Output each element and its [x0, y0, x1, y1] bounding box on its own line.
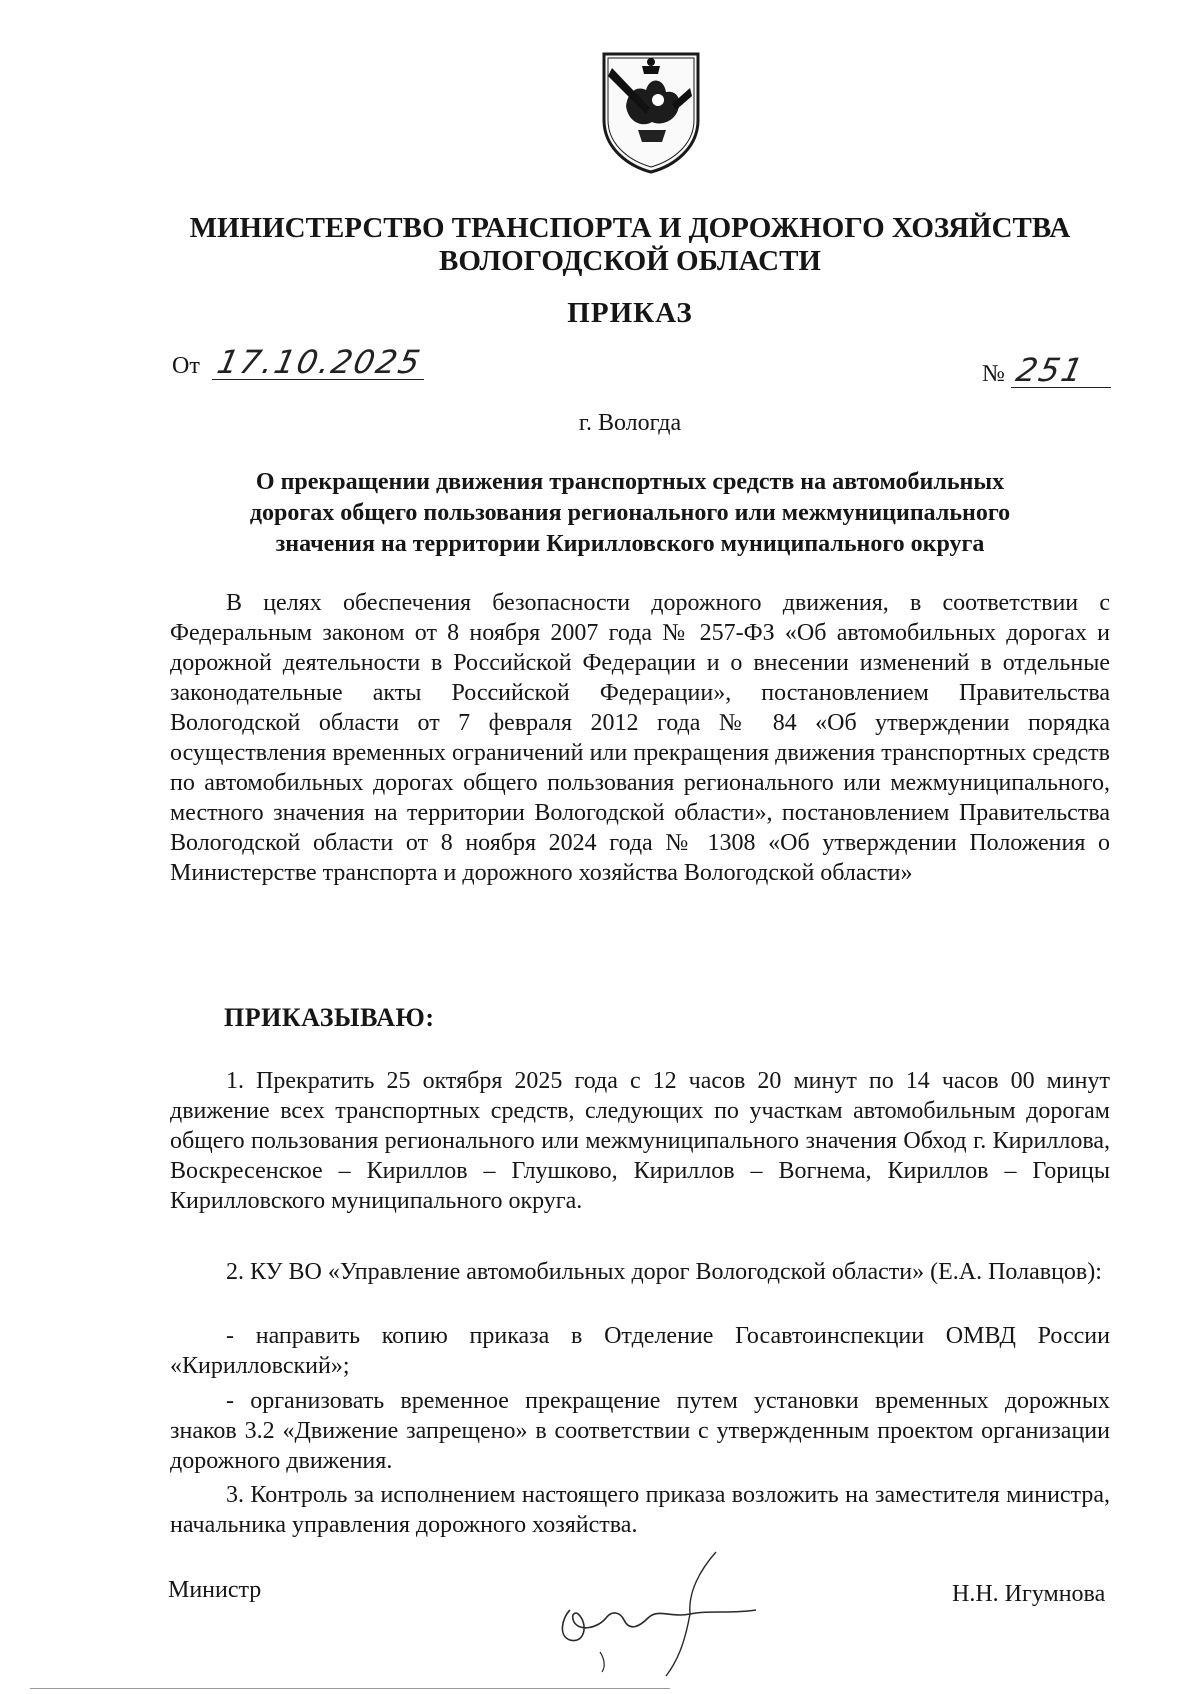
order-item-2-subitem-a: - направить копию приказа в Отделение Госавтоинспекции ОМВД России «Кирилловский»; [170, 1323, 1110, 1379]
date-prefix: От [172, 353, 200, 379]
ministry-name [150, 212, 1110, 278]
order-item-3: 3. Контроль за исполнением настоящего приказа возложить на заместителя министра, начальника управления дорожного хозяйства. [170, 1482, 1110, 1538]
signer-name: Н.Н. Игумнова [952, 1581, 1106, 1607]
subject-line-1: О прекращении движения транспортных средств на автомобильных [255, 469, 1005, 495]
bottom-rule [30, 1688, 670, 1689]
order-subject [150, 467, 1110, 560]
date-field [172, 343, 426, 381]
subject-line-3: значения на территории Кирилловского муниципального округа [275, 531, 985, 557]
subject-line-2: дорогах общего пользования регионального или межмуниципального [249, 500, 1011, 526]
document-type: ПРИКАЗ [567, 297, 693, 329]
preamble-paragraph: В целях обеспечения безопасности дорожного движения, в соответствии с Федеральным законом от 8 ноября 2007 года № 257-ФЗ «Об автомобильных дорогах и дорожной деятельности в Российской Федерации и о внесении изменений в отдельные законодательные акты Российской Федерации», постановлением Правительства Вологодской области от 7 февраля 2012 года № 84 «Об утверждении порядка осуществления временных ограничений или прекращения движения транспортных средств по автомобильных дорогах общего пользования регионального или межмуниципального, местного значения на территории Вологодской области», постановлением Правительства Вологодской области от 8 ноября 2024 года № 1308 «Об утверждении Положения о Министерстве транспорта и дорожного хозяйства Вологодской области» [170, 590, 1110, 886]
number-prefix: № [982, 361, 1005, 387]
number-line [1011, 351, 1111, 389]
signature-icon [540, 1540, 780, 1680]
order-word: ПРИКАЗЫВАЮ: [224, 1003, 435, 1032]
ministry-line-2: ВОЛОГОДСКОЙ ОБЛАСТИ [439, 245, 821, 277]
order-item-2-subitem-b: - организовать временное прекращение путем установки временных дорожных знаков 3.2 «Движение запрещено» в соответствии с утвержденным проектом организации дорожного движения. [170, 1388, 1110, 1474]
date-value: 17.10.2025 [213, 343, 426, 381]
order-item-1: 1. Прекратить 25 октября 2025 года с 12 часов 20 минут по 14 часов 00 минут движение всех транспортных средств, следующих по участкам автомобильным дорогам общего пользования регионального или межмуниципального значения Обход г. Кириллова, Воскресенское – Кириллов – Глушково, Кириллов – Вогнема, Кириллов – Горицы Кирилловского муниципального округа. [170, 1068, 1110, 1214]
signer-title: Министр [168, 1577, 262, 1603]
vologda-coat-of-arms-icon [598, 48, 704, 176]
number-field [982, 351, 1111, 389]
city: г. Вологда [578, 410, 682, 436]
date-line [212, 343, 426, 381]
ministry-line-1: МИНИСТЕРСТВО ТРАНСПОРТА И ДОРОЖНОГО ХОЗЯЙСТВА [189, 212, 1071, 244]
order-item-2: 2. КУ ВО «Управление автомобильных дорог Вологодской области» (Е.А. Полавцов): [226, 1259, 1102, 1285]
number-value: 251 [1012, 351, 1089, 389]
